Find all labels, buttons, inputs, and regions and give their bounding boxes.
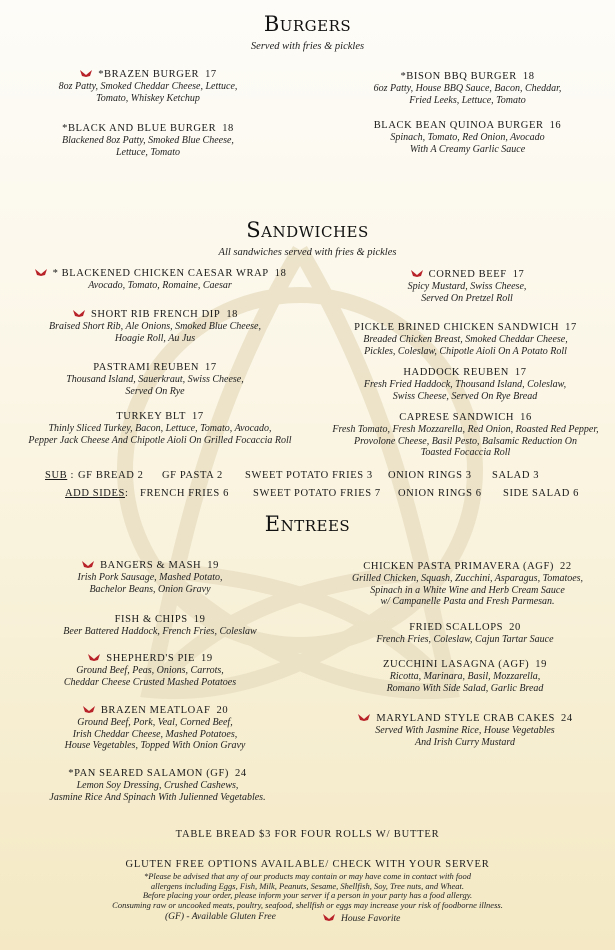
menu-item (40, 361, 270, 397)
item-description: Fresh Fried Haddock, Thousand Island, Coleslaw, (363, 379, 567, 390)
sub-option: SWEET POTATO FRIES 3 (245, 470, 373, 481)
item-price: 18 (222, 123, 234, 134)
item-name: *BLACK AND BLUE BURGER (62, 123, 217, 134)
item-name: BLACK BEAN QUINOA BURGER (373, 120, 544, 131)
entrees-title: Entrees (264, 512, 351, 536)
item-description: Spinach in a White Wine and Herb Cream Sauce (370, 584, 565, 596)
item-description: Cheddar Cheese Crusted Mashed Potatoes (63, 676, 237, 688)
item-description: Ricotta, Marinara, Basil, Mozzarella, (389, 671, 541, 682)
menu-item (352, 268, 582, 304)
item-description: Swiss Cheese, Served On Rye Bread (392, 390, 538, 402)
item-name: *BISON BBQ BURGER (400, 71, 517, 82)
menu-item (50, 652, 250, 688)
item-name: SHEPHERD'S PIE (106, 653, 196, 664)
item-description: Bachelor Beans, Onion Gravy (89, 583, 211, 595)
item-description: Avocado, Tomato, Romaine, Caesar (88, 280, 232, 291)
item-description: Provolone Cheese, Basil Pesto, Balsamic Reduction On (354, 435, 577, 447)
item-description: Served With Jasmine Rice, House Vegetables (375, 725, 555, 736)
item-description: French Fries, Coleslaw, Cajun Tartar Sauce (376, 634, 554, 645)
item-price: 18 (274, 268, 287, 279)
burgers-title: Burgers (263, 12, 352, 36)
item-price: 20 (216, 705, 229, 716)
menu-item (38, 68, 258, 104)
item-name: FISH & CHIPS (114, 614, 188, 625)
burgers-subtitle: Served with fries & pickles (250, 41, 365, 52)
menu-item (38, 122, 258, 158)
item-name: PICKLE BRINED CHICKEN SANDWICH (354, 322, 560, 333)
item-description: w/ Campanelle Pasta and Fresh Parmesan. (380, 596, 555, 607)
item-description: Beer Battered Haddock, French Fries, Coleslaw (63, 626, 257, 637)
item-description: Fried Leeks, Lettuce, Tomato (409, 94, 526, 106)
item-name: ZUCCHINI LASAGNA (AGF) (383, 659, 530, 670)
item-description: With A Creamy Garlic Sauce (409, 143, 526, 155)
sub-option: GF PASTA 2 (162, 470, 223, 481)
house-favorite-icon (410, 268, 424, 278)
item-price: 20 (509, 622, 521, 633)
item-description: Lemon Soy Dressing, Crushed Cashews, (76, 780, 239, 791)
item-description: Hoagie Roll, Au Jus (114, 332, 196, 344)
legend-gluten-free: (GF) - Available Gluten Free (165, 912, 276, 922)
item-name: *PAN SEARED SALAMON (GF) (68, 768, 230, 779)
item-name: BRAZEN MEATLOAF (100, 705, 211, 716)
item-description: Lettuce, Tomato (115, 146, 181, 158)
house-favorite-icon (72, 308, 86, 318)
item-price: 19 (193, 614, 206, 625)
menu-item (355, 658, 575, 694)
item-name: CORNED BEEF (428, 269, 507, 280)
item-name: PASTRAMI REUBEN (93, 362, 200, 373)
item-description: Ground Beef, Peas, Onions, Carrots, (76, 665, 224, 676)
menu-item (345, 366, 585, 402)
menu-item (30, 308, 280, 344)
item-description: Romano With Side Salad, Garlic Bread (386, 682, 544, 694)
item-description: Irish Cheddar Cheese, Mashed Potatoes, (72, 728, 238, 740)
add-side-option: SWEET POTATO FRIES 7 (253, 488, 381, 499)
sandwiches-subtitle: All sandwiches served with fries & pickles (218, 247, 397, 258)
menu-item (35, 767, 280, 803)
item-description: Thinly Sliced Turkey, Bacon, Lettuce, Tomato, Avocado, (48, 423, 272, 434)
sub-option: ONION RINGS 3 (388, 470, 472, 481)
add-sides-label: ADD SIDES: (65, 488, 129, 499)
allergen-disclaimer: *Please be advised that any of our products may contain or may have come in contact with food allergens including Eggs, Fish, Milk, Peanuts, Sesame, Shellfish, Soy, Tree nuts, and Wheat. Before placing your order, please inform your server if a person in your party has a food allergy. Consuming raw or uncooked meats, poultry, seafood, shellfish or eggs may increase your risk of foodborne illness. (112, 871, 503, 910)
item-price: 17 (565, 322, 577, 333)
item-price: 18 (226, 309, 239, 320)
item-description: And Irish Curry Mustard (415, 736, 515, 748)
add-side-option: ONION RINGS 6 (398, 488, 482, 499)
menu-item (50, 559, 250, 595)
item-description: Grilled Chicken, Squash, Zucchini, Asparagus, Tomatoes, (351, 573, 584, 584)
item-price: 18 (522, 71, 535, 82)
menu-item (338, 321, 593, 357)
menu-item (355, 70, 580, 106)
item-price: 16 (549, 120, 562, 131)
item-description: Spinach, Tomato, Red Onion, Avocado (390, 132, 545, 143)
item-name: * BLACKENED CHICKEN CAESAR WRAP (52, 268, 269, 279)
item-price: 17 (191, 411, 204, 422)
item-description: Braised Short Rib, Ale Onions, Smoked Blue Cheese, (48, 321, 261, 332)
menu-item (20, 410, 300, 446)
item-description: Thousand Island, Sauerkraut, Swiss Cheese, (66, 374, 244, 385)
item-description: Breaded Chicken Breast, Smoked Cheddar Cheese, (363, 334, 568, 345)
item-price: 17 (512, 269, 525, 280)
item-description: Served On Rye (125, 385, 185, 397)
item-description: House Vegetables, Topped With Onion Gravy (64, 740, 246, 751)
item-price: 17 (205, 362, 217, 373)
item-description: 6oz Patty, House BBQ Sauce, Bacon, Cheddar, (373, 83, 562, 94)
item-name: CHICKEN PASTA PRIMAVERA (AGF) (363, 561, 555, 572)
item-description: Jasmine Rice And Spinach With Julienned Vegetables. (49, 791, 266, 803)
menu-item (350, 712, 580, 748)
item-description: Pepper Jack Cheese And Chipotle Aioli On Grilled Focaccia Roll (28, 434, 292, 446)
item-description: Spicy Mustard, Swiss Cheese, (407, 281, 527, 292)
item-price: 19 (201, 653, 213, 664)
item-price: 17 (205, 69, 217, 80)
item-name: TURKEY BLT (116, 411, 186, 422)
house-favorite-icon (81, 559, 95, 569)
item-description: Irish Pork Sausage, Mashed Potato, (77, 572, 223, 583)
add-side-option: FRENCH FRIES 6 (140, 488, 229, 499)
item-price: 17 (514, 367, 527, 378)
menu-item (318, 411, 613, 459)
item-price: 22 (560, 561, 572, 572)
item-name: HADDOCK REUBEN (403, 367, 509, 378)
item-description: Ground Beef, Pork, Veal, Corned Beef, (77, 717, 233, 728)
sub-option: GF BREAD 2 (78, 470, 144, 481)
item-description: Pickles, Coleslaw, Chipotle Aioli On A Potato Roll (364, 345, 567, 357)
item-price: 24 (560, 713, 573, 724)
item-description: Tomato, Whiskey Ketchup (96, 92, 200, 104)
menu-item (20, 267, 300, 292)
house-favorite-icon (357, 712, 371, 722)
item-name: CAPRESE SANDWICH (399, 412, 515, 423)
item-description: Fresh Tomato, Fresh Mozzarella, Red Onion, Roasted Red Pepper, (332, 424, 599, 435)
menu-item (355, 119, 580, 155)
item-name: BANGERS & MASH (100, 560, 202, 571)
item-description: Served On Pretzel Roll (421, 292, 513, 304)
house-favorite-icon (34, 267, 48, 277)
item-price: 16 (520, 412, 532, 423)
menu-item (55, 704, 255, 752)
menu-item (45, 613, 275, 638)
house-favorite-icon (82, 704, 96, 714)
item-description: Blackened 8oz Patty, Smoked Blue Cheese, (62, 135, 234, 146)
add-side-option: SIDE SALAD 6 (503, 488, 580, 499)
table-bread-note: TABLE BREAD $3 FOR FOUR ROLLS W/ BUTTER (175, 829, 440, 840)
sandwiches-title: Sandwiches (246, 218, 369, 242)
item-name: FRIED SCALLOPS (409, 622, 504, 633)
sub-label: SUB : (45, 470, 74, 481)
item-price: 19 (207, 560, 219, 571)
item-name: SHORT RIB FRENCH DIP (90, 309, 221, 320)
item-name: *BRAZEN BURGER (98, 69, 200, 80)
house-favorite-icon (87, 652, 101, 662)
item-name: MARYLAND STYLE CRAB CAKES (376, 713, 555, 724)
house-favorite-icon (322, 912, 336, 922)
legend-house-favorite: House Favorite (322, 912, 400, 924)
menu-item (350, 621, 580, 646)
item-description: 8oz Patty, Smoked Cheddar Cheese, Lettuce, (58, 81, 238, 92)
item-price: 19 (535, 659, 547, 670)
menu-item (330, 560, 605, 608)
house-favorite-icon (79, 68, 93, 78)
item-description: Toasted Focaccia Roll (420, 447, 511, 458)
item-price: 24 (235, 768, 247, 779)
gluten-free-note: GLUTEN FREE OPTIONS AVAILABLE/ CHECK WITH YOUR SERVER (125, 859, 490, 870)
sub-option: SALAD 3 (492, 470, 540, 481)
